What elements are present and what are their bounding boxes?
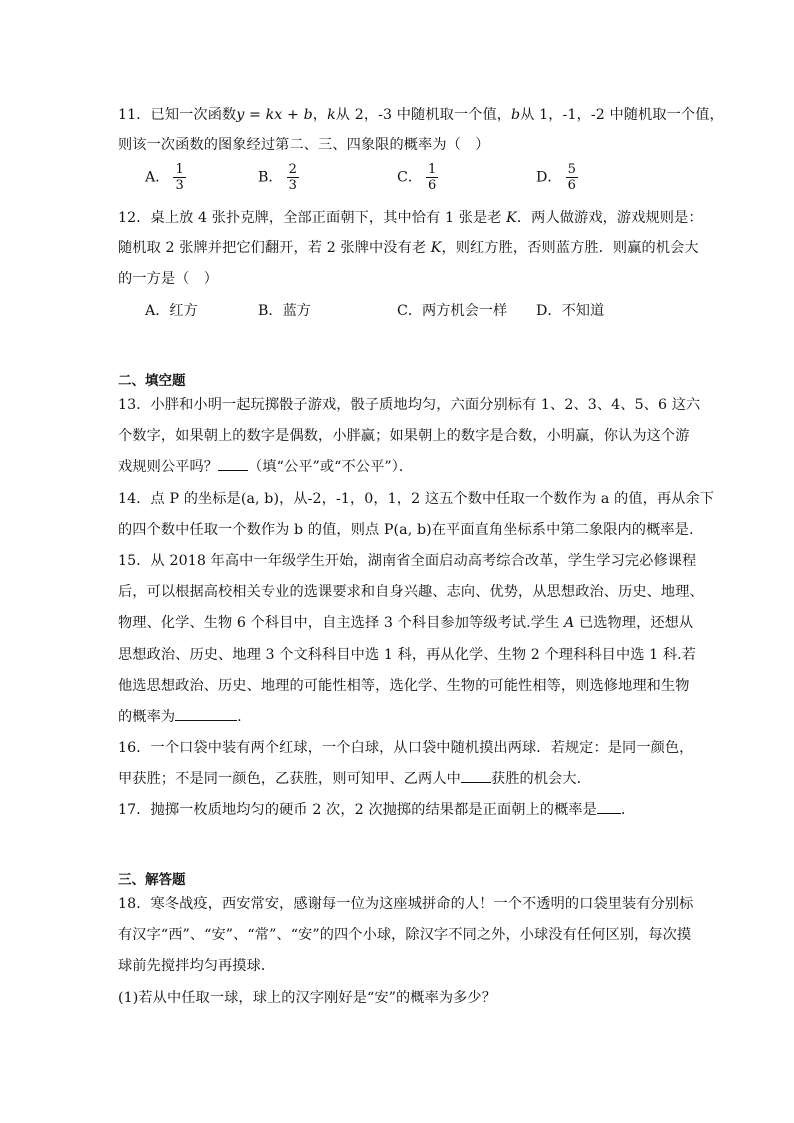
q15-line1: 15．从 2018 年高中一年级学生开始，湖南省全面启动高考综合改革，学生学习完必修课程	[118, 553, 697, 569]
q12-line2: 随机取 2 张牌并把它们翻开，若 2 张牌中没有老 K，则红方胜，否则蓝方胜．则赢的机会大	[118, 240, 699, 256]
q11-option-d[interactable]: D． $\frac{5}{6}$	[536, 162, 576, 193]
q13-line2: 个数字，如果朝上的数字是偶数，小胖赢；如果朝上的数字是合数，小明赢，你认为这个游	[118, 428, 690, 444]
answer-blank[interactable]	[597, 801, 621, 814]
q11-line2: 则该一次函数的图象经过第二、三、四象限的概率为（ ）	[118, 137, 490, 153]
q12-option-a[interactable]: A．红方	[145, 303, 198, 319]
q15-line6: 的概率为 .	[118, 709, 242, 725]
fraction: $\frac{2}{3}$	[288, 162, 297, 193]
q16-line1: 16．一个口袋中装有两个红球，一个白球，从口袋中随机摸出两球．若规定：是同一颜色，	[118, 740, 694, 756]
q11-option-a[interactable]: A． $\frac{1}{3}$	[145, 162, 184, 193]
answer-blank[interactable]	[461, 770, 491, 783]
q12-option-d[interactable]: D．不知道	[536, 303, 605, 319]
q15-line2: 后，可以根据高校相关专业的选课要求和自身兴趣、志向、优势，从思想政治、历史、地理、	[118, 584, 704, 600]
answer-blank[interactable]	[175, 708, 237, 721]
q18-line2: 有汉字“西”、“安”、“常”、“安”的四个小球，除汉字不同之外，小球没有任何区别，每次摸	[118, 927, 692, 943]
q18-line1: 18．寒冬战疫，西安常安，感谢每一位为这座城拼命的人！一个不透明的口袋里装有分别标	[118, 896, 694, 912]
q18-subquestion-1: (1)若从中任取一球，球上的汉字刚好是“安”的概率为多少？	[118, 990, 497, 1006]
q12-line3: 的一方是（ ）	[118, 271, 219, 287]
fraction: $\frac{5}{6}$	[567, 162, 576, 193]
q11-option-c[interactable]: C． $\frac{1}{6}$	[397, 162, 437, 193]
q11-line1: 11．已知一次函数y = kx + b，k从 2，-3 中随机取一个值，b从 1，-1，-2 中随机取一个值，	[118, 107, 724, 123]
q17-line1: 17．抛掷一枚质地均匀的硬币 2 次，2 次抛掷的结果都是正面朝上的概率是 ．	[118, 802, 636, 818]
q12-option-b[interactable]: B．蓝方	[258, 303, 311, 319]
q11-option-b[interactable]: B． $\frac{2}{3}$	[258, 162, 297, 193]
fraction: $\frac{1}{6}$	[428, 162, 437, 193]
answer-blank[interactable]	[218, 458, 248, 471]
function-expression: y = kx + b	[236, 107, 313, 123]
q12-line1: 12．桌上放 4 张扑克牌，全部正面朝下，其中恰有 1 张是老 K．两人做游戏，游戏规则是：	[118, 210, 703, 226]
q15-line3: 物理、化学、生物 6 个科目中，自主选择 3 个科目参加等级考试.学生 A 已选物理，还想从	[118, 615, 694, 631]
q15-line4: 思想政治、历史、地理 3 个文科科目中选 1 科，再从化学、生物 2 个理科科目中选 1 科.若	[118, 647, 697, 663]
q13-line3: 戏规则公平吗？ （填“公平”或“不公平”）．	[118, 459, 414, 475]
q12-option-c[interactable]: C．两方机会一样	[397, 303, 508, 319]
section-heading-solutions: 三、解答题	[118, 872, 186, 888]
q13-line1: 13．小胖和小明一起玩掷骰子游戏，骰子质地均匀，六面分别标有 1、2、3、4、5、6 这六	[118, 397, 701, 413]
q15-line5: 他选思想政治、历史、地理的可能性相等，选化学、生物的可能性相等，则选修地理和生物	[118, 678, 690, 694]
fraction: $\frac{1}{3}$	[175, 162, 184, 193]
section-heading-fill-blank: 二、填空题	[118, 373, 186, 389]
q14-line2: 的四个数中任取一个数作为 b 的值，则点 P(a, b)在平面直角坐标系中第二象限内的概率是.	[118, 522, 694, 538]
q14-line1: 14．点 P 的坐标是(a, b)，从-2，-1，0，1，2 这五个数中任取一个数作为 a 的值，再从余下	[118, 491, 715, 507]
q16-line2: 甲获胜；不是同一颜色，乙获胜，则可知甲、乙两人中 获胜的机会大．	[118, 771, 591, 787]
q18-line3: 球前先搅拌均匀再摸球．	[118, 958, 276, 974]
